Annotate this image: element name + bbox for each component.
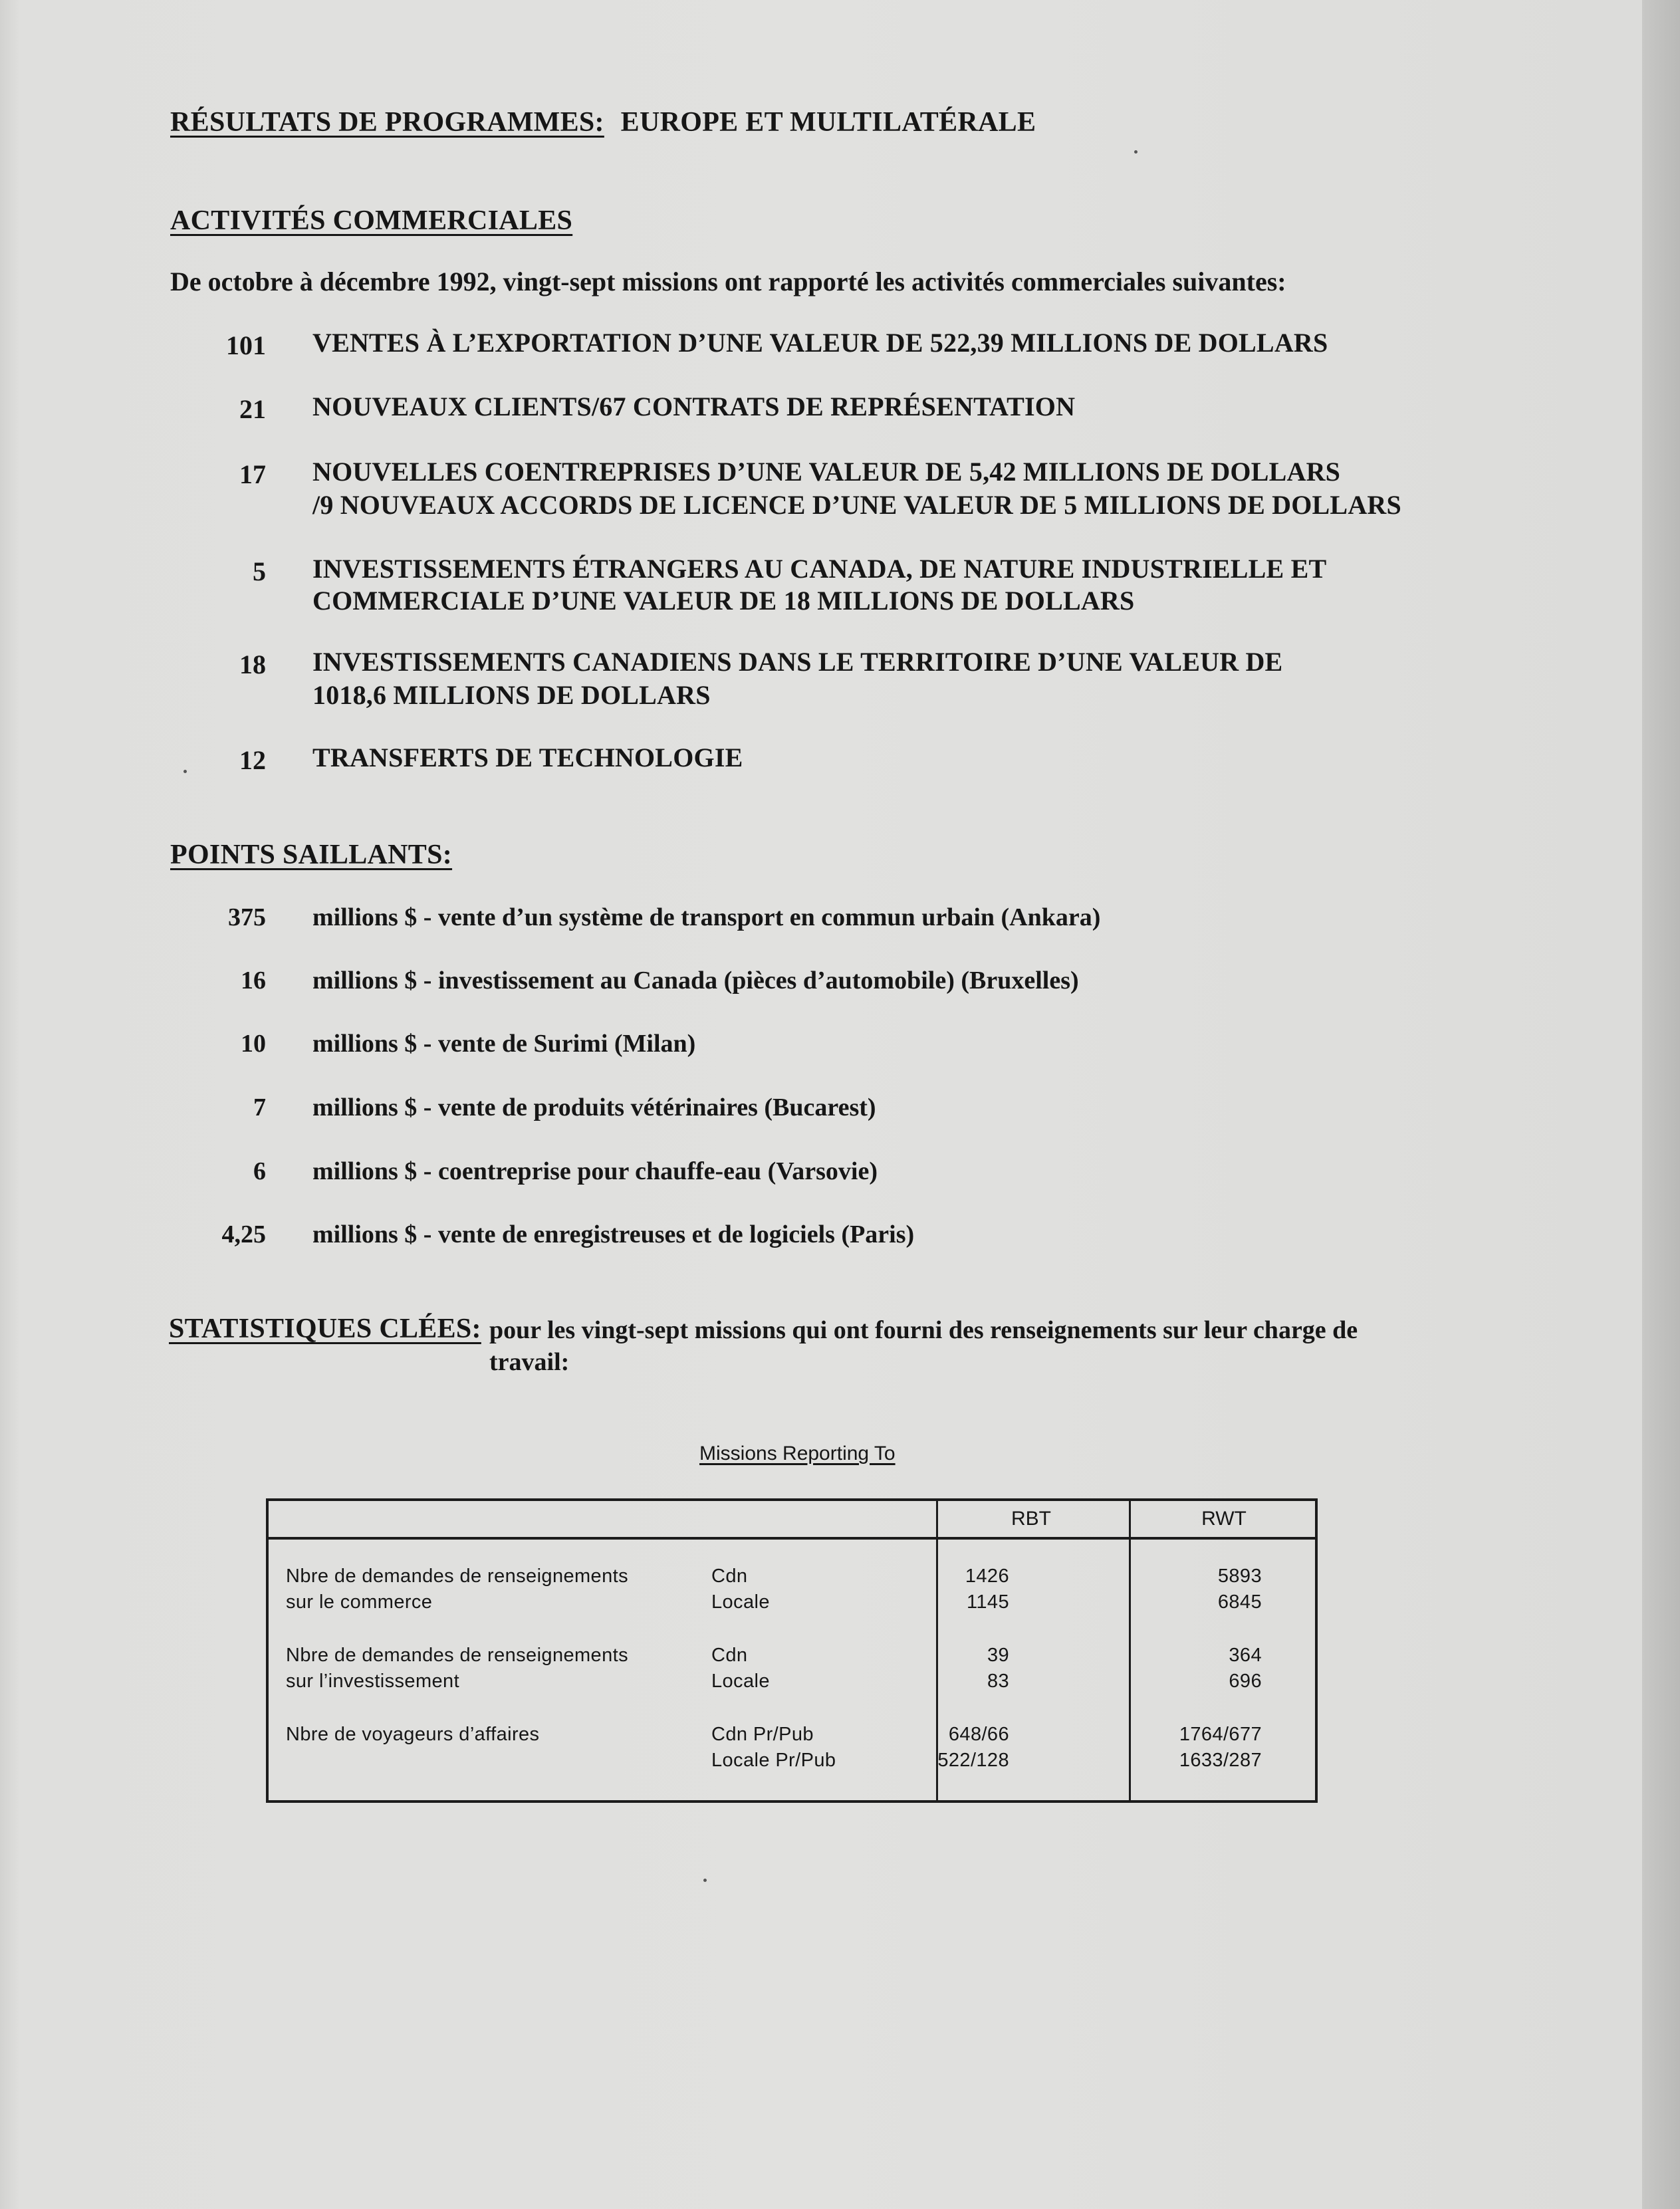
highlight-amount: 6 [253,1157,266,1185]
activity-line: NOUVELLES COENTREPRISES D’UNE VALEUR DE 5,42 MILLIONS DE DOLLARS [312,457,1341,487]
row-origin [711,1722,836,1774]
rwt-values [1129,1722,1262,1774]
row-label-line: sur l’investissement [286,1671,460,1692]
activity-line: 1018,6 MILLIONS DE DOLLARS [312,680,711,710]
activity-line: INVESTISSEMENTS CANADIENS DANS LE TERRITOIRE D’UNE VALEUR DE [312,647,1283,677]
rwt-values [1129,1643,1262,1694]
stats-description: pour les vingt-sept missions qui ont fourni des renseignements sur leur charge de travail: [489,1316,1358,1376]
rbt-value: 83 [987,1671,1009,1692]
page-title [170,106,1036,138]
rbt-value: 1145 [967,1591,1009,1613]
row-label-line: Nbre de demandes de renseignements [286,1645,628,1666]
row-origin [711,1564,770,1615]
highlight-amount: 7 [253,1094,266,1121]
row-label-line: Nbre de demandes de renseignements [286,1566,628,1587]
activity-count: 5 [253,556,266,586]
activity-count: 18 [239,649,266,679]
rbt-value: 648/66 [948,1724,1009,1745]
row-label-line: Nbre de voyageurs d’affaires [286,1724,540,1745]
page-edge [1642,0,1680,2209]
activity-count: 17 [239,459,266,489]
section-stats-heading: STATISTIQUES CLÉES: [169,1314,481,1344]
highlight-amount: 16 [241,967,266,994]
rwt-value: 6845 [1217,1591,1262,1613]
rwt-value: 5893 [1217,1566,1262,1587]
column-header-rbt: RBT [1011,1508,1051,1530]
title-underlined: RÉSULTATS DE PROGRAMMES: [170,107,604,138]
rwt-value: 1633/287 [1179,1750,1262,1771]
activity-line: VENTES À L’EXPORTATION D’UNE VALEUR DE 522,39 MILLIONS DE DOLLARS [312,328,1328,358]
activity-line: /9 NOUVEAUX ACCORDS DE LICENCE D’UNE VALEUR DE 5 MILLIONS DE DOLLARS [312,490,1401,520]
activity-line: COMMERCIALE D’UNE VALEUR DE 18 MILLIONS DE DOLLARS [312,586,1135,616]
rwt-values [1129,1564,1262,1615]
column-header-rwt: RWT [1201,1508,1247,1530]
activity-line: INVESTISSEMENTS ÉTRANGERS AU CANADA, DE NATURE INDUSTRIELLE ET [312,554,1327,584]
table-header-rule [269,1537,1315,1540]
highlight-text: millions $ - investissement au Canada (pièces d’automobile) (Bruxelles) [312,967,1079,994]
scan-speck [703,1879,707,1882]
origin-line: Locale [711,1671,770,1692]
highlight-amount: 4,25 [221,1221,266,1248]
origin-line: Cdn [711,1645,748,1666]
rwt-value: 1764/677 [1179,1724,1262,1745]
scan-speck [183,770,187,773]
row-label [286,1564,628,1615]
title-rest: EUROPE ET MULTILATÉRALE [620,107,1036,138]
highlight-text: millions $ - vente de enregistreuses et de logiciels (Paris) [312,1221,915,1248]
origin-line: Locale [711,1591,770,1613]
highlight-amount: 375 [228,903,266,931]
activity-count: 21 [239,394,266,424]
highlight-amount: 10 [241,1030,266,1058]
activity-count: 101 [226,330,266,360]
row-label-line: sur le commerce [286,1591,433,1613]
rwt-value: 696 [1229,1671,1262,1692]
rbt-value: 39 [987,1645,1009,1666]
highlight-text: millions $ - vente de Surimi (Milan) [312,1030,696,1058]
scan-speck [1134,150,1138,154]
section-highlights-heading: POINTS SAILLANTS: [170,840,453,870]
row-label [286,1722,539,1748]
rbt-value: 1426 [965,1566,1009,1587]
rbt-values [876,1722,1009,1774]
rbt-value: 522/128 [937,1750,1009,1771]
intro-text: De octobre à décembre 1992, vingt-sept missions ont rapporté les activités commerciales suivantes: [170,267,1286,296]
highlight-text: millions $ - vente de produits vétérinaires (Bucarest) [312,1094,876,1121]
origin-line: Cdn Pr/Pub [711,1724,814,1745]
section-activities-heading: ACTIVITÉS COMMERCIALES [170,205,573,236]
rwt-value: 364 [1229,1645,1262,1666]
row-label [286,1643,628,1694]
highlight-text: millions $ - coentreprise pour chauffe-eau (Varsovie) [312,1157,878,1185]
activity-line: NOUVEAUX CLIENTS/67 CONTRATS DE REPRÉSENTATION [312,392,1076,421]
rbt-values [876,1643,1009,1694]
activity-line: TRANSFERTS DE TECHNOLOGIE [312,743,743,772]
activity-count: 12 [239,745,266,775]
rbt-values [876,1564,1009,1615]
row-origin [711,1643,770,1694]
stats-table [266,1498,1318,1803]
highlight-text: millions $ - vente d’un système de transport en commun urbain (Ankara) [312,903,1101,931]
table-title: Missions Reporting To [699,1443,896,1464]
origin-line: Cdn [711,1566,748,1587]
origin-line: Locale Pr/Pub [711,1750,836,1771]
